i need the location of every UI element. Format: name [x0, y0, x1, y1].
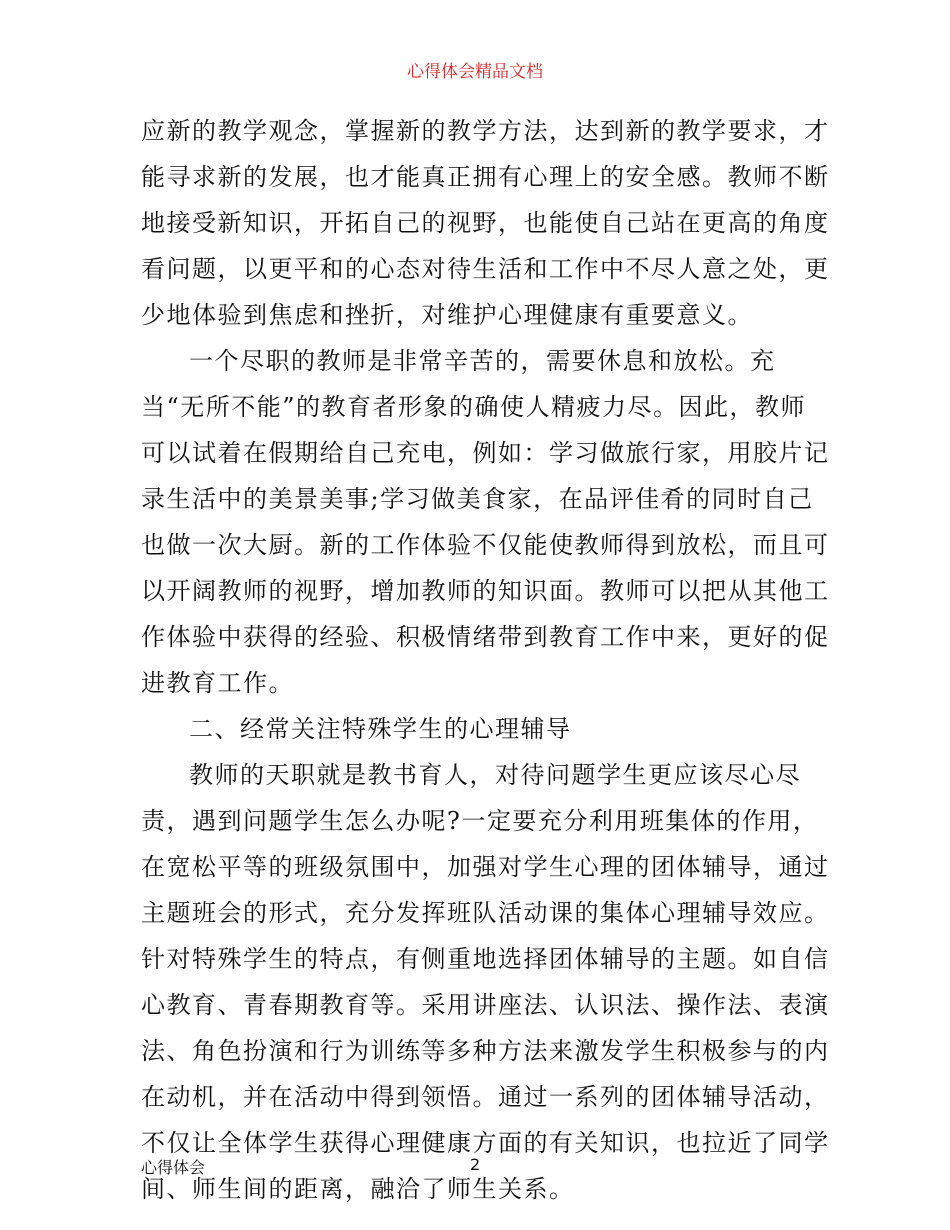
text-line: 心教育、青春期教育等。采用讲座法、认识法、操作法、表演 [141, 991, 830, 1019]
document-body [141, 108, 830, 1212]
text-line: 责，遇到问题学生怎么办呢?一定要充分利用班集体的作用， [141, 807, 819, 835]
text-line-paragraph-start: 教师的天职就是教书育人，对待问题学生更应该尽心尽 [189, 761, 801, 789]
text-line-paragraph-start: 一个尽职的教师是非常辛苦的，需要休息和放松。充 [189, 347, 776, 375]
text-line: 进教育工作。 [141, 669, 294, 697]
text-line: 针对特殊学生的特点，有侧重地选择团体辅导的主题。如自信 [141, 945, 830, 973]
text-line: 在动机，并在活动中得到领悟。通过一系列的团体辅导活动， [141, 1083, 830, 1111]
text-line: 少地体验到焦虑和挫折，对维护心理健康有重要意义。 [141, 301, 753, 329]
text-line: 也做一次大厨。新的工作体验不仅能使教师得到放松，而且可 [141, 531, 830, 559]
footer-label: 心得体会 [141, 1158, 206, 1177]
text-line: 可以试着在假期给自己充电，例如：学习做旅行家，用胶片记 [141, 439, 830, 467]
page-header-title: 心得体会精品文档 [407, 62, 543, 82]
text-line: 看问题，以更平和的心态对待生活和工作中不尽人意之处，更 [141, 255, 830, 283]
text-line: 在宽松平等的班级氛围中，加强对学生心理的团体辅导，通过 [141, 853, 830, 881]
text-line: 地接受新知识，开拓自己的视野，也能使自己站在更高的角度 [141, 209, 830, 237]
text-line: 以开阔教师的视野，增加教师的知识面。教师可以把从其他工 [141, 577, 830, 605]
page-footer [141, 1155, 811, 1179]
text-line: 当“无所不能”的教育者形象的确使人精疲力尽。因此，教师 [141, 393, 807, 421]
text-line: 法、角色扮演和行为训练等多种方法来激发学生积极参与的内 [141, 1037, 830, 1065]
text-line: 应新的教学观念，掌握新的教学方法，达到新的教学要求，才 [141, 117, 830, 145]
text-line: 能寻求新的发展，也才能真正拥有心理上的安全感。教师不断 [141, 163, 830, 191]
text-line: 不仅让全体学生获得心理健康方面的有关知识，也拉近了同学 [141, 1129, 830, 1157]
text-line: 作体验中获得的经验、积极情绪带到教育工作中来，更好的促 [141, 623, 830, 651]
section-heading: 二、经常关注特殊学生的心理辅导 [189, 715, 572, 743]
text-line: 间、师生间的距离，融洽了师生关系。 [141, 1175, 575, 1203]
text-line: 主题班会的形式，充分发挥班队活动课的集体心理辅导效应。 [141, 899, 830, 927]
text-line: 录生活中的美景美事;学习做美食家，在品评佳肴的同时自己 [141, 485, 814, 513]
page-number: 2 [470, 1155, 481, 1174]
